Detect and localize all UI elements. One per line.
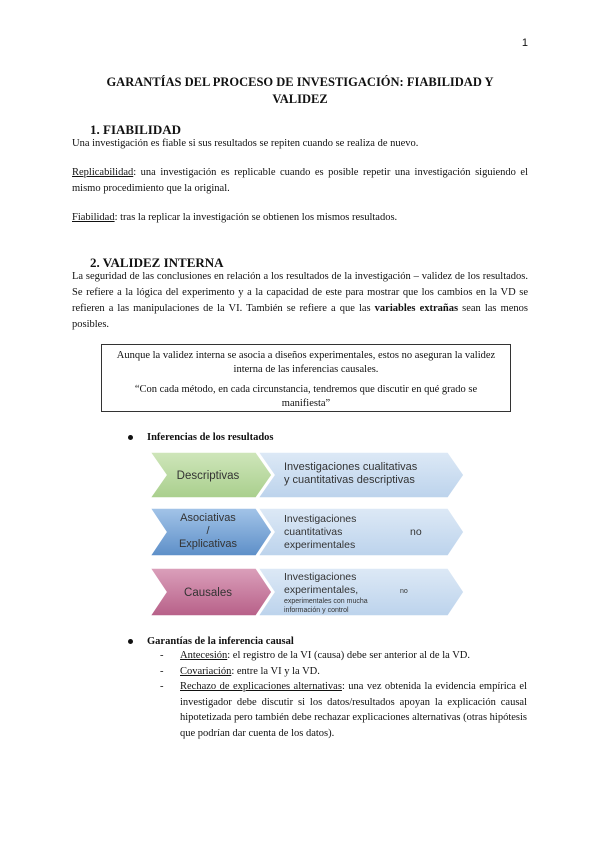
- validez-text-bold: variables extrañas: [374, 303, 459, 314]
- list-item: - Covariación: entre la VI y la VD.: [160, 665, 320, 677]
- asociativas-label-line-2: /: [206, 525, 210, 537]
- inference-row-asociativas: [150, 508, 464, 556]
- bullet-garantias: [128, 636, 294, 647]
- rechazo-term: Rechazo de explicaciones alternativas: [180, 681, 342, 692]
- causales-detail-line-1: Investigaciones: [284, 571, 357, 583]
- replicabilidad-text: : una investigación es replicable cuando es posible repetir una investigación siguiendo el mismo procedimiento que la original.: [72, 167, 528, 194]
- section-heading-validez-interna: 2. VALIDEZ INTERNA: [90, 255, 224, 270]
- quote-box: [101, 344, 511, 412]
- antecesion-text: : el registro de la VI (causa) debe ser anterior al de la VD.: [227, 650, 471, 661]
- page-title: [72, 74, 528, 108]
- causales-detail-small-1: no: [400, 588, 408, 595]
- covariacion-term: Covariación: [180, 665, 232, 677]
- page-number: 1: [521, 37, 528, 49]
- asociativas-detail-no: no: [410, 526, 422, 538]
- asociativas-detail-line-1: Investigaciones: [284, 513, 357, 525]
- descriptivas-label: Descriptivas: [176, 470, 240, 482]
- causales-detail-line-2: experimentales,: [284, 584, 359, 596]
- causales-label: Causales: [184, 587, 232, 599]
- quote-line-2: “Con cada método, en cada circunstancia, tendremos que discutir en qué grado se manifiesta”: [134, 384, 478, 409]
- fiabilidad-text: : tras la replicar la investigación se obtienen los mismos resultados.: [114, 212, 398, 223]
- list-item: - Antecesión: el registro de la VI (causa) debe ser anterior al de la VD.: [160, 650, 471, 661]
- causales-detail-small-3: información y control: [284, 607, 349, 614]
- bullet-inferencias: [128, 432, 274, 443]
- replicabilidad-paragraph: [72, 165, 528, 197]
- causales-detail-small-2: experimentales con mucha: [284, 598, 368, 605]
- replicabilidad-term: Replicabilidad: [72, 167, 134, 178]
- asociativas-detail-line-3: experimentales: [284, 539, 356, 551]
- bullet-dot-icon: [128, 639, 133, 644]
- list-item: - Rechazo de explicaciones alternativas: una vez obtenida la evidencia empírica el investigador debe discutir si los datos/resultados apoyan la explicación causal hipotetizada pero también debe rechazar explicaciones alternativas (otras hipótesis que podrían dar cuenta de los datos).: [160, 681, 527, 739]
- bullet-dot-icon: [128, 435, 133, 440]
- validez-text-end: sean las menos posibles.: [72, 303, 528, 330]
- validez-text-start: La seguridad de las conclusiones en relación a los resultados de la investigación – validez de los resultados. Se refiere a la lógica del experimento y a la capacidad de este para mostrar que los cambios en la VD se refieren a las manipulaciones de la VI. También se refiere a que las: [72, 271, 528, 314]
- section-heading-fiabilidad: 1. FIABILIDAD: [90, 122, 182, 137]
- validez-paragraph: [72, 269, 528, 333]
- inference-row-causales: [150, 568, 464, 616]
- fiabilidad-intro: Una investigación es fiable si sus resultados se repiten cuando se realiza de nuevo.: [72, 138, 419, 149]
- title-line-2: VALIDEZ: [272, 92, 328, 106]
- descriptivas-detail-line-2: y cuantitativas descriptivas: [284, 474, 415, 486]
- inferencias-heading: Inferencias de los resultados: [147, 432, 274, 443]
- garantias-list: [160, 648, 527, 741]
- inferencias-diagram: [148, 448, 468, 622]
- rechazo-text: : una vez obtenida la evidencia empírica el investigador debe discutir si los datos/resultados apoyan la explicación causal hipotetizada pero también debe rechazar explicaciones alternativas (otras hipótesis que podrían dar cuenta de los datos).: [180, 681, 527, 739]
- asociativas-label-line-1: Asociativas: [180, 512, 236, 524]
- asociativas-label-line-3: Explicativas: [178, 538, 238, 550]
- descriptivas-detail-line-1: Investigaciones cualitativas: [284, 461, 418, 473]
- title-line-1: GARANTÍAS DEL PROCESO DE INVESTIGACIÓN: FIABILIDAD Y: [106, 75, 494, 89]
- fiabilidad-term: Fiabilidad: [72, 212, 115, 223]
- quote-line-1: Aunque la validez interna se asocia a diseños experimentales, estos no aseguran la validez interna de las inferencias causales.: [116, 350, 496, 375]
- covariacion-text: : entre la VI y la VD.: [231, 665, 320, 677]
- asociativas-detail-line-2: cuantitativas: [284, 526, 343, 538]
- garantias-heading: Garantías de la inferencia causal: [147, 636, 294, 647]
- antecesion-term: Antecesión: [180, 650, 228, 661]
- fiabilidad-paragraph: [72, 210, 528, 226]
- inference-row-descriptivas: [150, 452, 464, 498]
